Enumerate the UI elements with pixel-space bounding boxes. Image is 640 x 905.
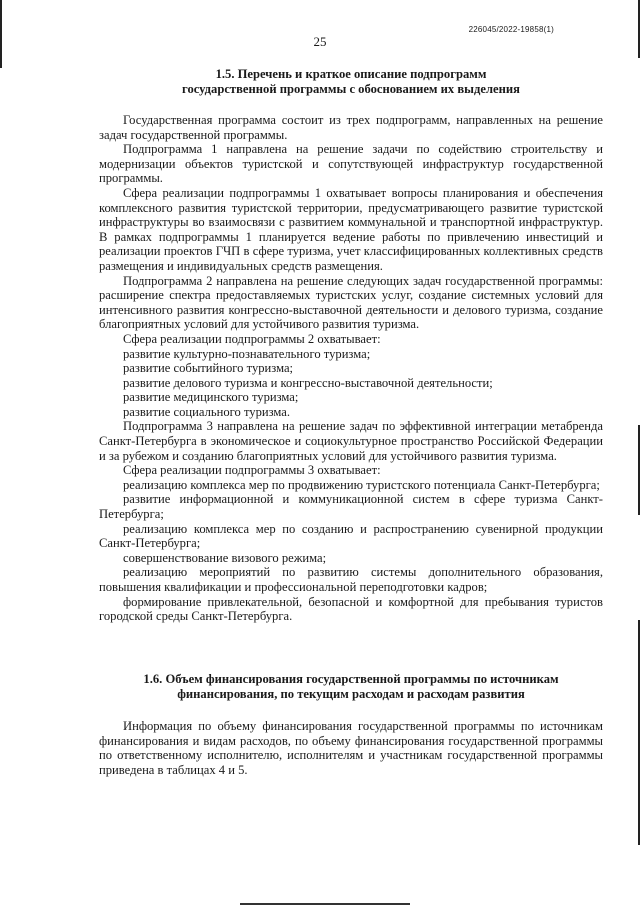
list-item: совершенствование визового режима; [123, 550, 327, 565]
section-1-6-body [99, 719, 603, 777]
list-item: развитие делового туризма и конгрессно-выставочной деятельности; [123, 375, 493, 390]
paragraph: Сфера реализации подпрограммы 3 охватывает: [123, 463, 381, 478]
list-item: развитие медицинского туризма; [123, 390, 299, 405]
section-1-6-title-line-1: 1.6. Объем финансирования государственной программы по источникам [143, 672, 559, 686]
section-1-6-title-line-2: финансирования, по текущим расходам и расходам развития [177, 687, 525, 701]
list-item: реализацию мероприятий по развитию системы дополнительного образования, повышения квалификации и профессиональной переподготовки кадров; [99, 565, 603, 594]
list-item: формирование привлекательной, безопасной и комфортной для пребывания туристов городской среды Санкт-Петербурга. [99, 594, 603, 624]
section-1-5-title-line-2: государственной программы с обоснованием их выделения [182, 82, 520, 96]
list-item: развитие событийного туризма; [123, 361, 294, 376]
paragraph: Государственная программа состоит из трех подпрограмм, направленных на решение задач государственной программы. [99, 113, 603, 142]
page-number: 25 [313, 34, 327, 49]
paragraph: Подпрограмма 1 направлена на решение задачи по содействию строительству и модернизации объектов туристской и сопутствующей инфраструктур государственной программы. [99, 142, 603, 186]
section-1-5-heading [99, 67, 603, 97]
paragraph: Подпрограмма 2 направлена на решение следующих задач государственной программы: расширение спектра предоставляемых туристских услуг, создание системных условий для интенсивного развития конгрессно-выставочной деятельности и делового туризма, создание благоприятных условий для устойчивого развития туризма. [99, 273, 603, 332]
paragraph: Сфера реализации подпрограммы 2 охватывает: [123, 331, 381, 346]
section-1-6-heading [99, 672, 603, 702]
paragraph: Информация по объему финансирования государственной программы по источникам финансирования и видам расходов, по объему финансирования государственной программы по ответственному исполнителю, исполнителям и участникам государственной программы приведена в таблицах 4 и 5. [99, 719, 603, 777]
list-item: развитие социального туризма. [123, 404, 291, 419]
list-item: реализацию комплекса мер по продвижению туристского потенциала Санкт-Петербурга; [123, 477, 600, 492]
paragraph: Подпрограмма 3 направлена на решение задач по эффективной интеграции метабренда Санкт-Петербурга в экономическое и социокультурное пространство Российской Федерации и за рубежом и созданию благоприятных условий для устойчивого развития туризма. [99, 419, 603, 463]
list-item: реализацию комплекса мер по созданию и распространению сувенирной продукции Санкт-Петербурга; [99, 521, 603, 551]
paragraph: Сфера реализации подпрограммы 1 охватывает вопросы планирования и обеспечения комплексного развития туристской территории, предусматривающего развитие туристской инфраструктуры во взаимосвязи с развитием коммунальной и транспортной инфраструктур. В рамках подпрограммы 1 планируется ведение работы по привлечению инвестиций и реализации проектов ГЧП в сфере туризма, учет классифицированных коллективных средств размещения и индивидуальных средств размещения. [99, 185, 603, 273]
list-item: развитие информационной и коммуникационной систем в сфере туризма Санкт-Петербурга; [99, 492, 603, 522]
list-item: развитие культурно-познавательного туризма; [123, 346, 371, 361]
section-1-5-title-line-1: 1.5. Перечень и краткое описание подпрограмм [215, 67, 487, 81]
document-registration-number: 226045/2022-19858(1) [468, 25, 554, 34]
section-1-5-body [99, 113, 603, 624]
